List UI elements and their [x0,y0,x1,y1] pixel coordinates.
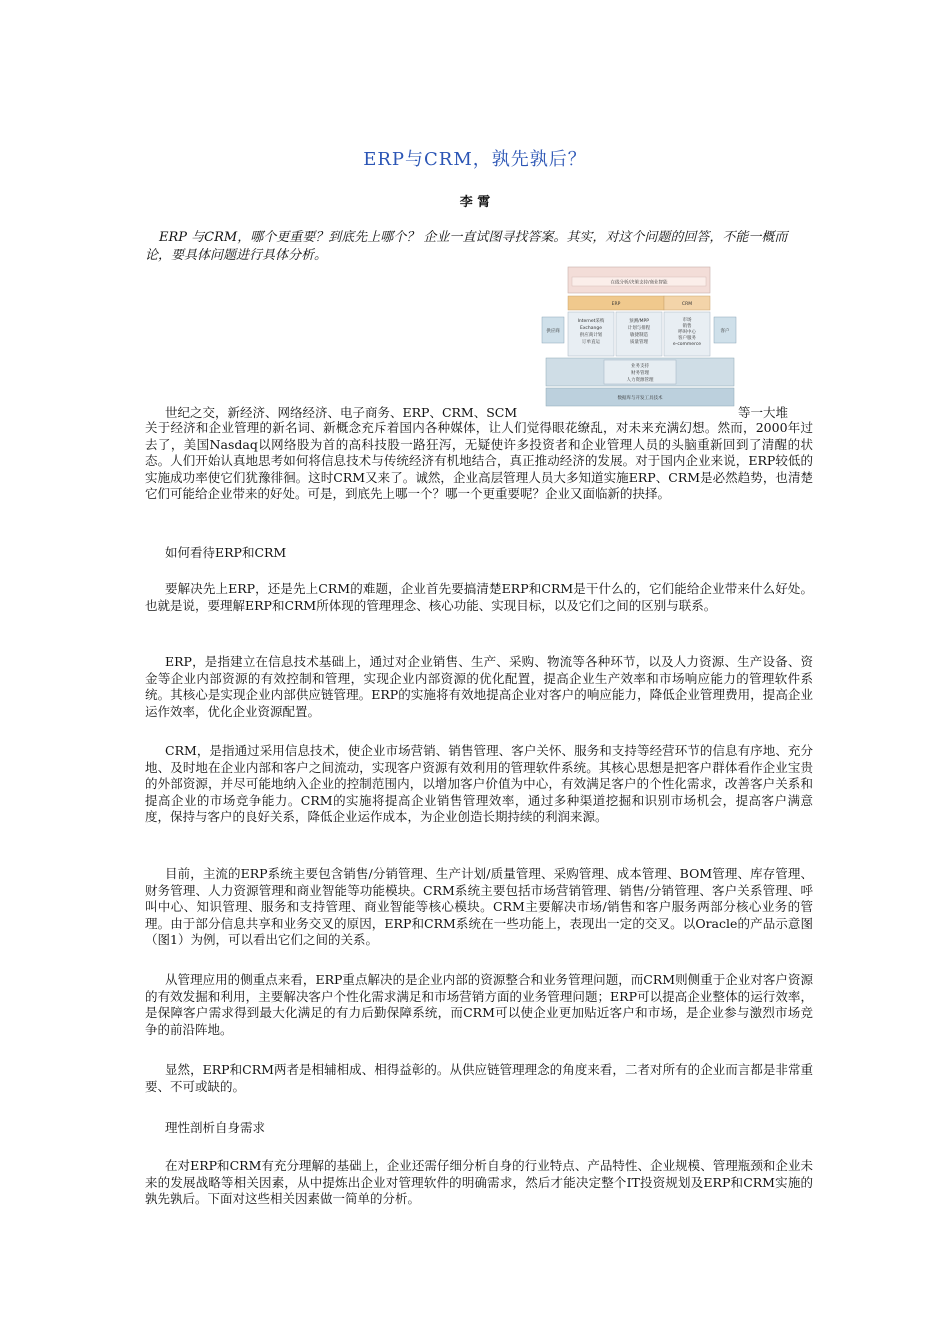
paragraph-1-lead: 世纪之交，新经济、网络经济、电子商务、ERP、CRM、SCM [165,405,518,420]
svg-text:质量管理: 质量管理 [630,340,648,345]
svg-text:市场: 市场 [682,318,692,323]
top-band-label: 在线分析/决策支持/商业智能 [610,280,668,286]
svg-text:供应商计划: 供应商计划 [579,333,603,338]
paragraph-8: 在对ERP和CRM有充分理解的基础上，企业还需仔细分析自身的行业特点、产品特性、企业规模、管理瓶颈和企业未来的发展战略等相关因素，从中提炼出企业对管理软件的明确需求，然后才能决定整个IT投资规划及ERP和CRM实施的孰先孰后。下面对这些相关因素做一简单的分析。 [145,1158,813,1206]
svg-text:销售: 销售 [682,324,692,329]
paragraph-3: ERP，是指建立在信息技术基础上，通过对企业销售、生产、采购、物流等各种环节，以及人力资源、生产设备、资金等企业内部资源的有效控制和管理，实现企业内部资源的优化配置，提高企业生产效率和市场响应能力的管理软件系统。其核心是实现企业内部供应链管理。ERP的实施将有效地提高企业对客户的响应能力，降低企业管理费用，提高企业运作效率，优化企业资源配置。 [145,654,813,719]
article-title: ERP与CRM，孰先孰后？ [363,149,587,170]
section-heading-2: 理性剖析自身需求 [165,1120,266,1135]
paragraph-1-lead-tail: 等一大堆 [738,405,789,420]
paragraph-2: 要解决先上ERP，还是先上CRM的难题，企业首先要搞清楚ERP和CRM是干什么的，它们能给企业带来什么好处。也就是说，要理解ERP和CRM所体现的管理理念、核心功能、实现目标，以及它们之间的区别与联系。 [145,581,813,613]
abstract: ERP 与CRM，哪个更重要？到底先上哪个？ 企业一直试图寻找答案。其实，对这个问题的回答，不能一概而论，要具体问题进行具体分析。 [145,230,788,263]
svg-text:Exchange: Exchange [580,326,602,331]
svg-text:数据库与开发工具技术: 数据库与开发工具技术 [617,396,663,401]
section-heading-1: 如何看待ERP和CRM [165,545,287,560]
paragraph-4: CRM，是指通过采用信息技术，使企业市场营销、销售管理、客户关怀、服务和支持等经营环节的信息有序地、充分地、及时地在企业内部和客户之间流动，实现客户资源有效利用的管理软件系统。其核心思想是把客户群体看作企业宝贵的外部资源，并尽可能地纳入企业的控制范围内，以增加客户价值为中心，有效满足客户的个性化需求，改善客户关系和提高企业的市场竞争能力。CRM的实施将提高企业销售管理效率，通过多种渠道挖掘和识别市场机会，提高客户满意度，保持与客户的良好关系，降低企业运作成本，为企业创造长期持续的利润来源。 [145,743,813,824]
svg-text:客户: 客户 [720,329,730,334]
svg-text:供应商: 供应商 [546,329,560,334]
oracle-architecture-figure [538,264,742,410]
svg-text:敏捷制造: 敏捷制造 [630,333,648,338]
svg-text:Internet采购: Internet采购 [577,319,605,324]
svg-text:业务支持: 业务支持 [631,364,649,369]
svg-text:人力资源管理: 人力资源管理 [626,378,654,383]
svg-text:财务管理: 财务管理 [631,371,649,376]
svg-text:订单直运: 订单直运 [582,340,600,345]
paragraph-7: 显然，ERP和CRM两者是相辅相成、相得益彰的。从供应链管理理念的角度来看，二者对所有的企业而言都是非常重要、不可或缺的。 [145,1062,813,1094]
paragraph-5: 目前，主流的ERP系统主要包含销售/分销管理、生产计划/质量管理、采购管理、成本管理、BOM管理、库存管理、财务管理、人力资源管理和商业智能等功能模块。CRM系统主要包括市场营销管理、销售/分销管理、客户关系管理、呼叫中心、知识管理、服务和支持管理、商业智能等核心模块。CRM主要解决市场/销售和客户服务两部分核心业务的管理。由于部分信息共享和业务交叉的原因，ERP和CRM系统在一些功能上，表现出一定的交叉。以Oracle的产品示意图（图1）为例，可以看出它们之间的关系。 [145,866,813,947]
paragraph-6: 从管理应用的侧重点来看，ERP重点解决的是企业内部的资源整合和业务管理问题，而CRM则侧重于企业对客户资源的有效发掘和利用，主要解决客户个性化需求满足和市场营销方面的业务管理问题；ERP可以提高企业整体的运行效率，是保障客户需求得到最大化满足的有力后勤保障系统，而CRM可以使企业更加贴近客户和市场，是企业参与激烈市场竞争的前沿阵地。 [145,972,813,1037]
svg-text:呼叫中心: 呼叫中心 [678,330,696,335]
svg-text:客户服务: 客户服务 [678,336,696,341]
paragraph-1: 关于经济和企业管理的新名词、新概念充斥着国内各种媒体，让人们觉得眼花缭乱，对未来充满幻想。然而，2000年过去了，美国Nasdaq以网络股为首的高科技股一路狂泻，无疑使许多投资者和企业管理人员的头脑重新回到了清醒的状态。人们开始认真地思考如何将信息技术与传统经济有机地结合，真正推动经济的发展。对于国内企业来说，ERP较低的实施成功率使它们犹豫徘徊。这时CRM又来了。诚然，企业高层管理人员大多知道实施ERP、CRM是必然趋势，也清楚它们可能给企业带来的好处。可是，到底先上哪一个？哪一个更重要呢？企业又面临新的抉择。 [145,420,813,501]
author-name: 李 霄 [459,195,491,210]
svg-text:预测/MPP: 预测/MPP [629,319,649,324]
svg-text:e-commerce: e-commerce [672,342,702,347]
svg-text:计划与排程: 计划与排程 [627,326,651,331]
svg-text:CRM: CRM [681,302,693,307]
svg-text:ERP: ERP [611,302,621,307]
